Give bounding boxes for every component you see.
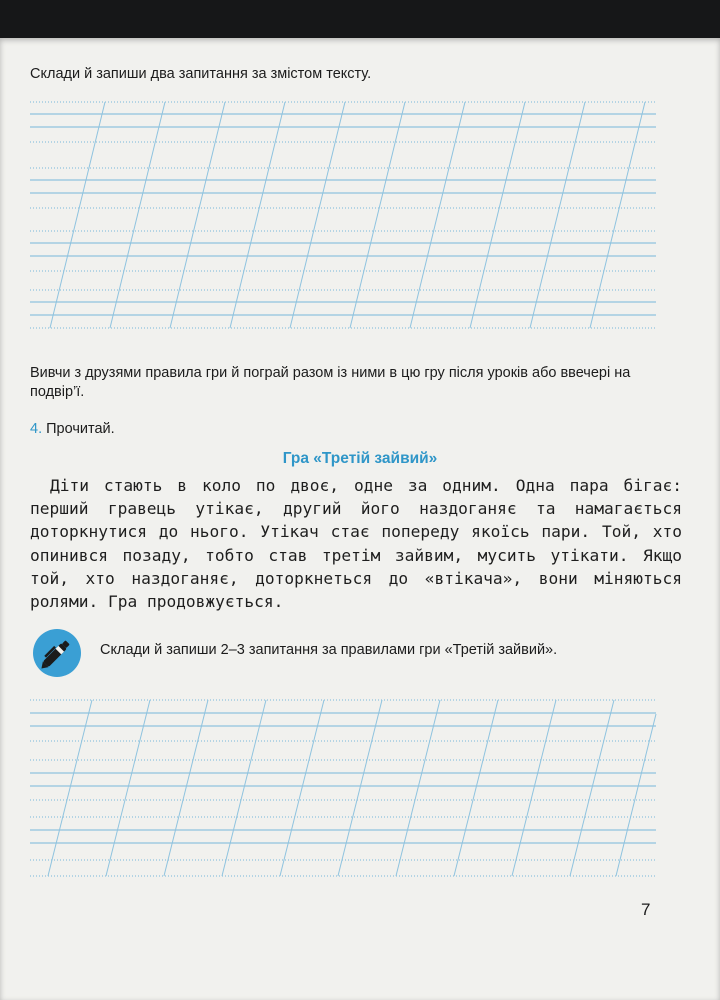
instruction-questions: Склади й запиши два запитання за змістом тексту. xyxy=(30,66,372,82)
story-title: Гра «Третій зайвий» xyxy=(282,450,438,467)
instruction-play: Вивчи з друзями правила гри й пограй разом із ними в цю гру після уроків або ввечері на подвір’ї. xyxy=(30,365,631,400)
page-number: 7 xyxy=(641,900,651,919)
exercise-label: Прочитай. xyxy=(46,421,115,437)
instruction-rules-questions: Склади й запиши 2–3 запитання за правилами гри «Третій зайвий». xyxy=(100,642,558,658)
exercise-number: 4. xyxy=(30,421,43,437)
workbook-page xyxy=(0,38,720,1000)
writing-area-2[interactable] xyxy=(0,38,720,1000)
story-text: Діти стають в коло по двоє, одне за одним. Одна пара бігає: перший гравець утікає, другий його наздоганяє та намагається доторкнутися до нього. Утікач стає попереду якоїсь пари. Той, хто опинився позаду, тобто став третім зайвим, мусить утікати. Якщо той, хто наздоганяє, доторкнеться до «втікача», вони міняються ролями. Гра продовжується. xyxy=(30,476,682,612)
